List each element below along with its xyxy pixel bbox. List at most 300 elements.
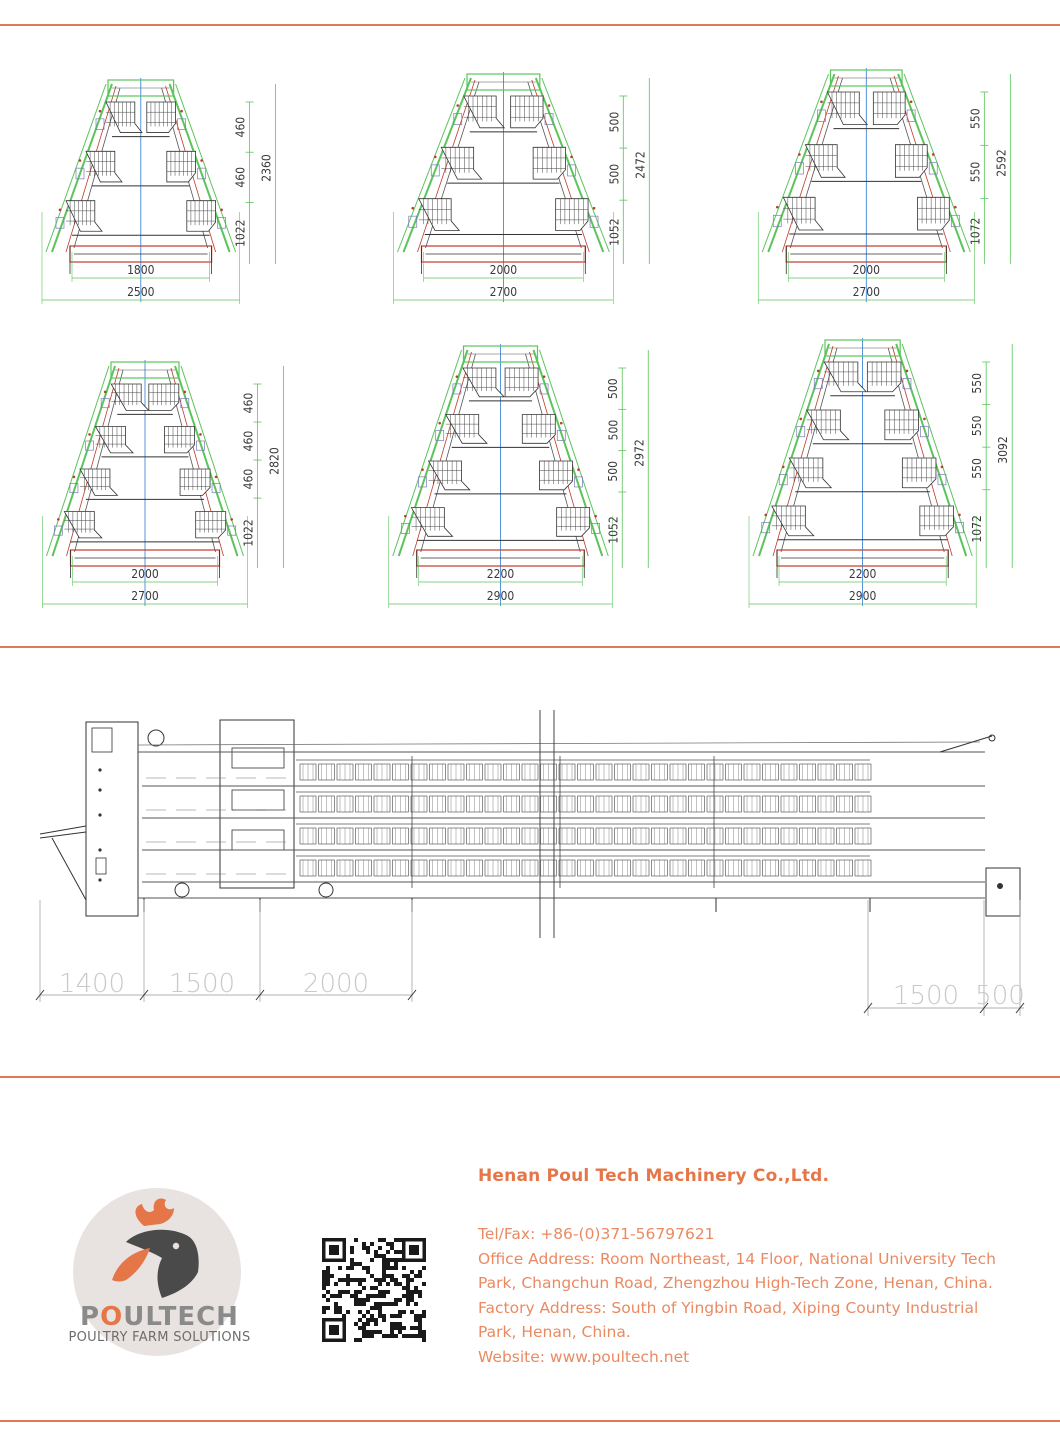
cage xyxy=(464,96,505,128)
qr-module xyxy=(406,1282,410,1286)
nipple-drinker xyxy=(593,207,596,210)
inner-width-label: 2200 xyxy=(486,567,515,581)
total-height-label: 2472 xyxy=(633,151,648,179)
qr-module xyxy=(418,1290,422,1294)
qr-module xyxy=(330,1274,334,1278)
cage-outline xyxy=(789,458,831,488)
qr-module xyxy=(346,1290,350,1294)
cage xyxy=(772,506,814,536)
qr-module xyxy=(398,1330,402,1334)
qr-module xyxy=(402,1266,406,1270)
qr-module xyxy=(334,1282,338,1286)
qr-module xyxy=(354,1294,358,1298)
qr-module xyxy=(398,1298,402,1302)
qr-module xyxy=(386,1290,390,1294)
qr-module xyxy=(342,1314,346,1318)
nipple-drinker xyxy=(404,515,407,518)
nipple-drinker xyxy=(799,418,802,421)
qr-module xyxy=(354,1238,358,1242)
qr-module xyxy=(382,1270,386,1274)
nipple-drinker xyxy=(594,515,597,518)
contact-lines xyxy=(478,1222,1058,1370)
company-name: Henan Poul Tech Machinery Co.,Ltd. xyxy=(478,1166,830,1186)
qr-module xyxy=(362,1242,366,1246)
cage xyxy=(783,197,823,230)
side-view xyxy=(36,710,1025,1016)
qr-module xyxy=(409,1245,419,1255)
inner-width-label: 1800 xyxy=(127,263,155,277)
cage xyxy=(411,508,452,537)
qr-module xyxy=(354,1338,358,1342)
qr-module xyxy=(410,1326,414,1330)
outer-width-label: 2500 xyxy=(127,285,155,299)
tail-unit xyxy=(986,868,1020,916)
qr-module xyxy=(414,1286,418,1290)
drive-panel xyxy=(232,790,284,810)
qr-module xyxy=(374,1254,378,1258)
qr-module xyxy=(366,1294,370,1298)
qr-module xyxy=(394,1278,398,1282)
qr-module xyxy=(406,1278,410,1282)
qr-module xyxy=(350,1246,354,1250)
cage xyxy=(557,508,590,537)
qr-module xyxy=(350,1294,354,1298)
qr-module xyxy=(382,1294,386,1298)
qr-module xyxy=(338,1294,342,1298)
tail-bolt xyxy=(997,883,1003,889)
nipple-drinker xyxy=(200,159,203,162)
qr-module xyxy=(422,1330,426,1334)
qr-module xyxy=(354,1290,358,1294)
qr-module xyxy=(418,1318,422,1322)
nipple-drinker xyxy=(820,100,823,103)
tier-height-label: 550 xyxy=(968,108,983,129)
cage-outline xyxy=(80,469,118,495)
qr-module xyxy=(414,1274,418,1278)
outer-width-label: 2700 xyxy=(852,285,881,299)
cage-outline xyxy=(111,384,149,410)
cage xyxy=(895,145,927,178)
qr-module xyxy=(322,1294,326,1298)
qr-module xyxy=(326,1270,330,1274)
nipple-drinker xyxy=(104,391,107,394)
qr-module xyxy=(362,1330,366,1334)
qr-module xyxy=(418,1334,422,1338)
total-height-label: 2972 xyxy=(632,439,647,467)
qr-module xyxy=(326,1290,330,1294)
qr-module xyxy=(410,1298,414,1302)
cage-outline xyxy=(429,461,470,490)
side-dim-label: 1500 xyxy=(892,981,960,1011)
qr-module xyxy=(378,1330,382,1334)
poultech-logo xyxy=(52,1188,267,1353)
qr-module xyxy=(346,1278,350,1282)
qr-module xyxy=(366,1270,370,1274)
qr-module xyxy=(386,1242,390,1246)
qr-module xyxy=(374,1330,378,1334)
qr-module xyxy=(326,1306,330,1310)
outer-width-label: 2900 xyxy=(848,589,877,603)
nipple-drinker xyxy=(941,466,944,469)
qr-module xyxy=(370,1242,374,1246)
gear-icon xyxy=(175,883,189,897)
nipple-drinker xyxy=(577,468,580,471)
qr-module xyxy=(394,1326,398,1330)
tier-height-label: 500 xyxy=(607,111,622,133)
nipple-drinker xyxy=(88,433,91,436)
qr-module xyxy=(382,1318,386,1322)
qr-module xyxy=(354,1278,358,1282)
qr-module xyxy=(358,1282,362,1286)
tier-height-label: 1022 xyxy=(241,519,256,547)
qr-module xyxy=(358,1310,362,1314)
nipple-drinker xyxy=(73,476,76,479)
nipple-drinker xyxy=(220,209,223,212)
tier-height-label: 500 xyxy=(606,461,621,482)
qr-module xyxy=(382,1258,386,1262)
hopper-bolt xyxy=(98,848,101,851)
tail-arm xyxy=(940,736,992,752)
front-view-3 xyxy=(758,68,1010,304)
qr-module xyxy=(378,1290,382,1294)
qr-module xyxy=(374,1322,378,1326)
front-view-6 xyxy=(749,338,1012,608)
hopper-bolt xyxy=(98,813,101,816)
qr-module xyxy=(334,1302,338,1306)
qr-module xyxy=(422,1282,426,1286)
qr-code[interactable] xyxy=(322,1238,426,1342)
nipple-drinker xyxy=(215,476,218,479)
qr-module xyxy=(374,1278,378,1282)
qr-module xyxy=(402,1274,406,1278)
qr-module xyxy=(366,1266,370,1270)
qr-module xyxy=(414,1318,418,1322)
cage-outline xyxy=(824,362,866,392)
cage xyxy=(164,427,194,453)
qr-module xyxy=(378,1238,382,1242)
qr-module xyxy=(394,1322,398,1326)
qr-module xyxy=(354,1298,358,1302)
total-height-label: 2592 xyxy=(994,149,1009,177)
qr-module xyxy=(374,1250,378,1254)
cage xyxy=(511,96,543,128)
factory-address-line-1: Factory Address: South of Yingbin Road, Xiping County Industrial xyxy=(478,1298,979,1317)
nipple-drinker xyxy=(798,153,801,156)
qr-module xyxy=(326,1298,330,1302)
tier-height-label: 1052 xyxy=(607,218,622,246)
tier-height-label: 550 xyxy=(970,458,985,479)
qr-module xyxy=(322,1282,326,1286)
qr-module xyxy=(338,1266,342,1270)
qr-module xyxy=(410,1278,414,1282)
drive-panel xyxy=(232,748,284,768)
tier-height-label: 460 xyxy=(233,116,248,138)
qr-module xyxy=(358,1338,362,1342)
tier-height-label: 1052 xyxy=(606,516,621,544)
qr-module xyxy=(410,1310,414,1314)
tier-height-label: 460 xyxy=(241,468,256,490)
qr-module xyxy=(382,1262,386,1266)
outer-width-label: 2900 xyxy=(486,589,515,603)
factory-address-line-2: Park, Henan, China. xyxy=(478,1323,631,1342)
qr-module xyxy=(350,1266,354,1270)
qr-module xyxy=(354,1262,358,1266)
qr-module xyxy=(350,1250,354,1254)
inner-width-label: 2200 xyxy=(848,567,877,581)
cage xyxy=(789,458,831,488)
front-view-4 xyxy=(43,360,284,608)
qr-module xyxy=(362,1302,366,1306)
tel-fax: Tel/Fax: +86-(0)371-56797621 xyxy=(478,1225,715,1243)
qr-module xyxy=(362,1322,366,1326)
qr-module xyxy=(354,1302,358,1306)
qr-module xyxy=(402,1310,406,1314)
cage xyxy=(867,362,901,392)
qr-module xyxy=(402,1286,406,1290)
front-view-5 xyxy=(389,344,649,608)
cage-outline xyxy=(463,368,504,397)
qr-module xyxy=(422,1334,426,1338)
qr-module xyxy=(406,1290,410,1294)
qr-module xyxy=(378,1306,382,1310)
qr-module xyxy=(366,1330,370,1334)
qr-module xyxy=(370,1294,374,1298)
qr-module xyxy=(382,1334,386,1338)
qr-module xyxy=(366,1310,370,1314)
cage xyxy=(873,92,905,125)
chute-brace xyxy=(52,838,86,900)
qr-module xyxy=(406,1286,410,1290)
tier-height-label: 550 xyxy=(970,415,985,437)
side-dim-label: 1400 xyxy=(58,969,126,999)
qr-module xyxy=(398,1314,402,1318)
nipple-drinker xyxy=(180,110,183,113)
nipple-drinker xyxy=(958,514,961,517)
qr-module xyxy=(398,1238,402,1242)
rooster-icon xyxy=(52,1188,267,1308)
qr-module xyxy=(386,1258,390,1262)
qr-module xyxy=(374,1318,378,1322)
qr-module xyxy=(374,1294,378,1298)
qr-module xyxy=(414,1334,418,1338)
drive-panel xyxy=(232,830,284,850)
qr-module xyxy=(390,1334,394,1338)
drive-unit xyxy=(220,720,294,888)
qr-module xyxy=(378,1314,382,1318)
qr-module xyxy=(398,1258,402,1262)
cage xyxy=(180,469,210,495)
total-height-label: 3092 xyxy=(996,436,1011,464)
qr-module xyxy=(362,1278,366,1282)
cage-outline xyxy=(783,197,823,230)
qr-module xyxy=(378,1294,382,1298)
company-info xyxy=(478,1166,1058,1370)
qr-module xyxy=(326,1274,330,1278)
office-address-line-2: Park, Changchun Road, Zhengzhou High-Tech Zone, Henan, China. xyxy=(478,1274,993,1293)
cage-outline xyxy=(64,512,102,538)
cage-outline xyxy=(419,199,460,231)
outer-width-label: 2700 xyxy=(489,285,518,299)
nipple-drinker xyxy=(923,418,926,421)
qr-module xyxy=(370,1330,374,1334)
nipple-drinker xyxy=(570,156,573,159)
qr-module xyxy=(422,1310,426,1314)
qr-module xyxy=(410,1290,414,1294)
qr-module xyxy=(382,1266,386,1270)
cage xyxy=(824,362,866,392)
qr-module xyxy=(382,1290,386,1294)
qr-module xyxy=(362,1298,366,1302)
qr-module xyxy=(390,1274,394,1278)
cage xyxy=(167,151,196,182)
qr-module xyxy=(410,1270,414,1274)
outer-width-label: 2700 xyxy=(131,589,159,603)
total-height-label: 2360 xyxy=(259,154,274,182)
qr-module xyxy=(374,1286,378,1290)
qr-module xyxy=(418,1330,422,1334)
qr-module xyxy=(370,1334,374,1338)
qr-module xyxy=(406,1334,410,1338)
qr-module xyxy=(338,1306,342,1310)
nipple-drinker xyxy=(411,207,414,210)
qr-module xyxy=(374,1306,378,1310)
cage xyxy=(111,384,149,410)
side-dim-label: 500 xyxy=(975,981,1025,1011)
bottom-rule xyxy=(0,1420,1060,1422)
qr-module xyxy=(338,1278,342,1282)
inner-width-label: 2000 xyxy=(852,263,881,277)
qr-module xyxy=(382,1274,386,1278)
qr-module xyxy=(370,1286,374,1290)
qr-module xyxy=(334,1306,338,1310)
qr-module xyxy=(334,1310,338,1314)
qr-module xyxy=(378,1302,382,1306)
nipple-drinker xyxy=(57,518,60,521)
nipple-drinker xyxy=(548,104,551,107)
qr-module xyxy=(358,1262,362,1266)
hopper-bolt xyxy=(98,788,101,791)
cage xyxy=(539,461,572,490)
qr-module xyxy=(414,1326,418,1330)
nipple-drinker xyxy=(421,468,424,471)
cage-outline xyxy=(66,201,102,232)
tier-height-label: 500 xyxy=(606,419,621,441)
front-view-2 xyxy=(394,72,650,304)
gear-icon xyxy=(319,883,333,897)
qr-module xyxy=(329,1325,339,1335)
website-link[interactable]: Website: www.poultech.net xyxy=(478,1347,690,1366)
nipple-drinker xyxy=(776,206,779,209)
cage xyxy=(147,102,176,133)
qr-module xyxy=(358,1298,362,1302)
qr-module xyxy=(378,1254,382,1258)
qr-module xyxy=(390,1330,394,1334)
qr-module xyxy=(418,1274,422,1278)
nipple-drinker xyxy=(543,375,546,378)
qr-module xyxy=(406,1274,410,1278)
qr-module xyxy=(398,1322,402,1326)
tier-height-label: 550 xyxy=(968,161,983,183)
qr-module xyxy=(326,1282,330,1286)
cage xyxy=(66,201,102,232)
cage xyxy=(902,458,936,488)
qr-module xyxy=(402,1326,406,1330)
qr-module xyxy=(406,1302,410,1306)
qr-module xyxy=(398,1250,402,1254)
qr-module xyxy=(418,1314,422,1318)
logo-wordmark: POULTECH xyxy=(80,1302,239,1332)
qr-module xyxy=(386,1266,390,1270)
qr-module xyxy=(394,1258,398,1262)
qr-module xyxy=(390,1314,394,1318)
nipple-drinker xyxy=(764,514,767,517)
qr-module xyxy=(390,1242,394,1246)
qr-module xyxy=(338,1290,342,1294)
qr-module xyxy=(358,1290,362,1294)
qr-module xyxy=(378,1310,382,1314)
cage xyxy=(522,415,555,444)
qr-module xyxy=(394,1266,398,1270)
qr-module xyxy=(374,1302,378,1306)
qr-module xyxy=(366,1322,370,1326)
inner-width-label: 2000 xyxy=(489,263,518,277)
nipple-drinker xyxy=(59,209,62,212)
qr-module xyxy=(350,1278,354,1282)
office-address-line-1: Office Address: Room Northeast, 14 Floor, National University Tech xyxy=(478,1249,996,1268)
qr-module xyxy=(390,1322,394,1326)
qr-module xyxy=(422,1338,426,1342)
qr-module xyxy=(346,1274,350,1278)
qr-module xyxy=(329,1245,339,1255)
qr-module xyxy=(398,1326,402,1330)
qr-module xyxy=(358,1326,362,1330)
qr-module xyxy=(322,1286,326,1290)
hopper-bolt xyxy=(98,878,101,881)
nipple-drinker xyxy=(438,422,441,425)
qr-module xyxy=(390,1246,394,1250)
qr-module xyxy=(418,1294,422,1298)
qr-module xyxy=(326,1266,330,1270)
qr-module xyxy=(418,1322,422,1326)
cage xyxy=(505,368,538,397)
qr-module xyxy=(410,1334,414,1338)
qr-module xyxy=(370,1274,374,1278)
qr-module xyxy=(358,1278,362,1282)
cage xyxy=(920,506,954,536)
qr-module xyxy=(414,1290,418,1294)
qr-module xyxy=(414,1314,418,1318)
cage-outline xyxy=(772,506,814,536)
tier-height-label: 500 xyxy=(606,378,621,399)
qr-module xyxy=(362,1246,366,1250)
qr-module xyxy=(406,1298,410,1302)
qr-module xyxy=(370,1314,374,1318)
qr-module xyxy=(422,1314,426,1318)
qr-module xyxy=(414,1302,418,1306)
qr-module xyxy=(354,1322,358,1326)
qr-module xyxy=(346,1310,350,1314)
cage-outline xyxy=(96,427,134,453)
qr-module xyxy=(386,1250,390,1254)
qr-module xyxy=(382,1254,386,1258)
qr-module xyxy=(378,1278,382,1282)
qr-module xyxy=(322,1310,326,1314)
nipple-drinker xyxy=(560,422,563,425)
cage-outline xyxy=(464,96,505,128)
qr-module xyxy=(382,1302,386,1306)
qr-module xyxy=(350,1258,354,1262)
qr-module xyxy=(382,1314,386,1318)
